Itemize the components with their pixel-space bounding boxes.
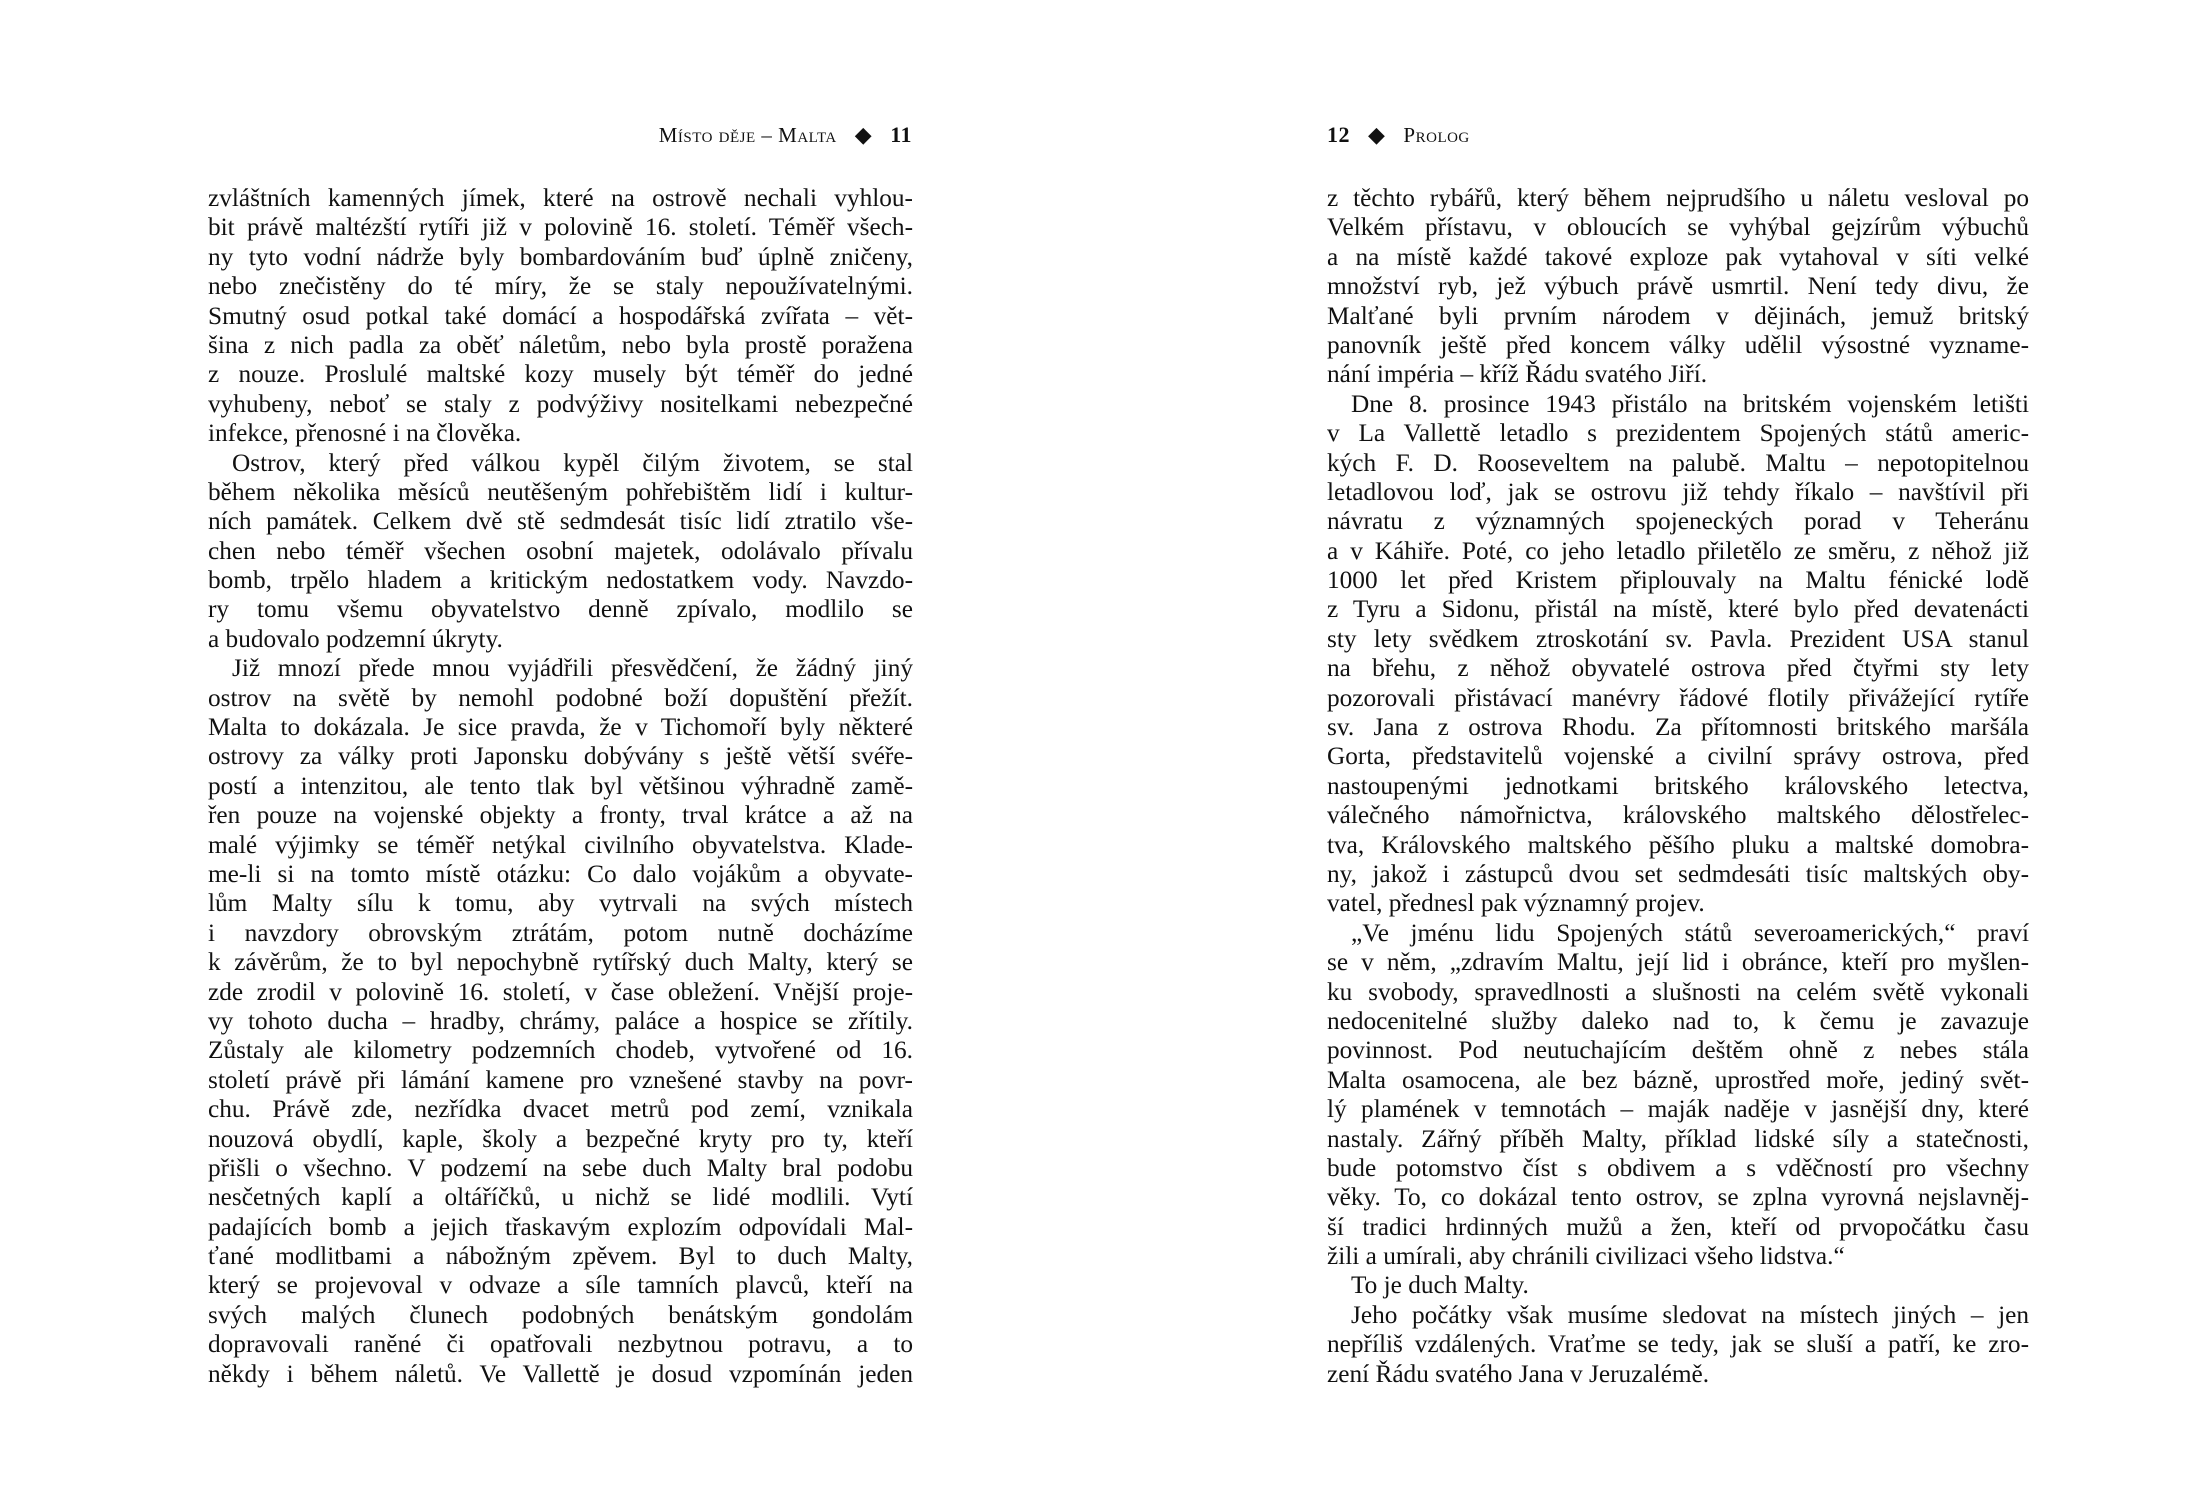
text-line: svých malých člunech podobných benátským gondolám: [208, 1300, 913, 1329]
text-line: a v Káhiře. Poté, co jeho letadlo přiletělo ze směru, z něhož již: [1327, 536, 2029, 565]
text-line: Již mnozí přede mnou vyjádřili přesvědčení, že žádný jiný: [232, 654, 913, 683]
text-line: věky. To, co dokázal tento ostrov, se zplna vyrovná nejslavněj-: [1327, 1183, 2029, 1212]
text-line: lý plamének v temnotách – maják naděje v jasnější dny, které: [1327, 1095, 2029, 1124]
text-line: nesčetných kaplí a oltáříčků, u nichž se lidé modlili. Vytí: [208, 1183, 913, 1212]
text-line: nastoupenými jednotkami britského královského letectva,: [1327, 771, 2029, 800]
text-line: ry tomu všemu obyvatelstvo denně zpívalo, modlilo se: [208, 595, 913, 624]
text-line: To je duch Malty.: [1351, 1271, 1529, 1300]
text-line: malé výjimky se téměř netýkal civilního obyvatelstva. Klade-: [208, 830, 913, 859]
text-line: nepříliš vzdálených. Vraťme se tedy, jak se sluší a patří, ke zro-: [1327, 1330, 2029, 1359]
text-line: se v něm, „zdravím Maltu, její lid i obránce, kteří pro myšlen-: [1327, 948, 2029, 977]
text-line: Gorta, představitelů vojenské a civilní správy ostrova, před: [1327, 742, 2029, 771]
text-line: vatel, přednesl pak významný projev.: [1327, 889, 1705, 918]
text-line: zde zrodil v polovině 16. století, v čase obležení. Vnější proje-: [208, 977, 913, 1006]
text-line: na břehu, z něhož obyvatelé ostrova před čtyřmi sty lety: [1327, 654, 2029, 683]
text-line: povinnost. Pod neutuchajícím deštěm ohně z nebes stála: [1327, 1036, 2029, 1065]
text-line: chu. Právě zde, nezřídka dvacet metrů pod zemí, vznikala: [208, 1095, 913, 1124]
text-line: nebo znečistěny do té míry, že se staly nepoužívatelnými.: [208, 272, 913, 301]
text-line: který se projevoval v odvaze a síle tamních plavců, kteří na: [208, 1271, 913, 1300]
text-line: někdy i během náletů. Ve Vallettě je dosud vzpomínán jeden: [208, 1359, 913, 1388]
text-line: bit právě maltézští rytíři již v polovině 16. století. Téměř všech-: [208, 213, 913, 242]
text-line: ostrovy za války proti Japonsku dobývány s ještě větší svéře-: [208, 742, 913, 771]
text-line: Jeho počátky však musíme sledovat na místech jiných – jen: [1351, 1300, 2029, 1329]
text-line: Malta to dokázala. Je sice pravda, že v Tichomoří byly některé: [208, 713, 913, 742]
text-line: a budovalo podzemní úkryty.: [208, 624, 503, 653]
right-page: [1105, 0, 2210, 1500]
text-line: Smutný osud potkal také domácí a hospodářská zvířata – vět-: [208, 301, 913, 330]
text-line: ny, jakož i zástupců dvou set sedmdesáti tisíc maltských oby-: [1327, 859, 2029, 888]
text-line: válečného námořnictva, královského maltského dělostřelec-: [1327, 801, 2029, 830]
text-line: Velkém přístavu, v obloucích se vyhýbal gejzírům výbuchů: [1327, 213, 2029, 242]
text-line: ních památek. Celkem dvě stě sedmdesát tisíc lidí ztratilo vše-: [208, 507, 913, 536]
text-line: padajících bomb a jejich třaskavým explozím odpovídali Mal-: [208, 1212, 913, 1241]
running-head-title: Místo děje – Malta: [658, 122, 837, 147]
text-line: kých F. D. Rooseveltem na palubě. Maltu – nepotopitelnou: [1327, 448, 2029, 477]
text-line: Ostrov, který před válkou kypěl čilým životem, se stal: [232, 448, 913, 477]
text-line: ny tyto vodní nádrže byly bombardováním buď úplně zničeny,: [208, 242, 913, 271]
text-line: ostrov na světě by nemohl podobné boží dopuštění přežít.: [208, 683, 913, 712]
text-line: z těchto rybářů, který během nejprudšího u náletu vesloval po: [1327, 184, 2029, 212]
text-line: sty lety svědkem ztroskotání sv. Pavla. Prezident USA stanul: [1327, 624, 2029, 653]
text-line: zvláštních kamenných jímek, které na ostrově nechali vyhlou-: [208, 184, 913, 212]
text-line: sv. Jana z ostrova Rhodu. Za přítomnosti britského maršála: [1327, 713, 2029, 742]
text-line: vyhubeny, neboť se staly z podvýživy nositelkami nebezpečné: [208, 389, 913, 418]
body-text-right: [1327, 184, 2029, 1389]
text-line: Malťané byli prvním národem v dějinách, jemuž britský: [1327, 301, 2029, 330]
text-line: Malta osamocena, ale bez bázně, uprostřed moře, jediný svět-: [1327, 1065, 2029, 1094]
text-line: nastaly. Zářný příběh Malty, příklad lidské síly a statečnosti,: [1327, 1124, 2029, 1153]
text-line: lům Malty sílu k tomu, aby vytrvali na svých místech: [208, 889, 913, 918]
page-number: 12: [1327, 122, 1350, 147]
text-line: tva, Královského maltského pěšího pluku a maltské domobra-: [1327, 830, 2029, 859]
text-line: během několika měsíců neutěšeným pohřebištěm lidí i kultur-: [208, 477, 913, 506]
text-line: letadlovou loď, jak se ostrovu již tehdy říkalo – navštívil při: [1327, 477, 2029, 506]
text-line: Dne 8. prosince 1943 přistálo na britském vojenském letišti: [1351, 389, 2029, 418]
text-line: z nouze. Proslulé maltské kozy musely být téměř do jedné: [208, 360, 913, 389]
body-text-left: [208, 184, 913, 1389]
text-line: století právě při lámání kamene pro vznešené stavby na povr-: [208, 1065, 913, 1094]
text-line: ťané modlitbami a nábožným zpěvem. Byl to duch Malty,: [208, 1242, 913, 1271]
text-line: žili a umírali, aby chránili civilizaci všeho lidstva.“: [1327, 1242, 1845, 1271]
text-line: z Tyru a Sidonu, přistál na místě, které bylo před devatenácti: [1327, 595, 2029, 624]
text-line: pozorovali přistávací manévry řádové flotily přivážející rytíře: [1327, 683, 2029, 712]
diamond-ornament-icon: ◆: [854, 122, 873, 147]
text-line: infekce, přenosné i na člověka.: [208, 419, 522, 448]
text-line: chen nebo téměř všechen osobní majetek, odolávalo přívalu: [208, 536, 913, 565]
text-line: nedocenitelné služby daleko nad to, k čemu je zavazuje: [1327, 1006, 2029, 1035]
text-line: Zůstaly ale kilometry podzemních chodeb, vytvořené od 16.: [208, 1036, 913, 1065]
text-line: zení Řádu svatého Jana v Jeruzalémě.: [1327, 1359, 1710, 1388]
text-line: a na místě každé takové exploze pak vytahoval v síti velké: [1327, 242, 2029, 271]
text-line: i navzdory obrovským ztrátám, potom nutně docházíme: [208, 918, 913, 947]
text-line: množství ryb, jež výbuch právě usmrtil. Není tedy divu, že: [1327, 272, 2029, 301]
text-line: panovník ještě před koncem války udělil výsostné vyzname-: [1327, 330, 2029, 359]
running-head-left: [659, 118, 912, 152]
text-line: dopravovali raněné či opatřovali nezbytnou potravu, a to: [208, 1330, 913, 1359]
text-line: ší tradici hrdinných mužů a žen, kteří od prvopočátku času: [1327, 1212, 2029, 1241]
text-line: bude potomstvo číst s obdivem a s vděčností pro všechny: [1327, 1153, 2029, 1182]
text-line: me-li si na tomto místě otázku: Co dalo vojákům a obyvate-: [208, 859, 913, 888]
text-line: přišli o všechno. V podzemí na sebe duch Malty bral podobu: [208, 1153, 913, 1182]
text-line: šina z nich padla za oběť náletům, nebo byla prostě poražena: [208, 330, 913, 359]
text-line: bomb, trpělo hladem a kritickým nedostatkem vody. Navzdo-: [208, 566, 913, 595]
text-line: ku svobody, spravedlnosti a slušnosti na celém světě vykonali: [1327, 977, 2029, 1006]
diamond-ornament-icon: ◆: [1368, 122, 1386, 147]
text-line: vy tohoto ducha – hradby, chrámy, paláce a hospice se zřítily.: [208, 1006, 913, 1035]
text-line: nouzová obydlí, kaple, školy a bezpečné kryty pro ty, kteří: [208, 1124, 913, 1153]
text-line: návratu z významných spojeneckých porad v Teheránu: [1327, 507, 2029, 536]
page-number: 11: [890, 122, 912, 147]
running-head-title: Prolog: [1403, 122, 1470, 147]
text-line: v La Vallettě letadlo s prezidentem Spojených států americ-: [1327, 419, 2029, 448]
text-line: nání impéria – kříž Řádu svatého Jiří.: [1327, 360, 1708, 389]
text-line: „Ve jménu lidu Spojených států severoamerických,“ praví: [1351, 918, 2029, 947]
text-line: k závěrům, že to byl nepochybně rytířský duch Malty, který se: [208, 948, 913, 977]
text-line: 1000 let před Kristem připlouvaly na Maltu fénické lodě: [1327, 566, 2029, 595]
text-line: postí a intenzitou, ale tento tlak byl většinou výhradně zamě-: [208, 771, 913, 800]
text-line: řen pouze na vojenské objekty a fronty, trval krátce a až na: [208, 801, 913, 830]
running-head-right: [1327, 118, 1470, 152]
